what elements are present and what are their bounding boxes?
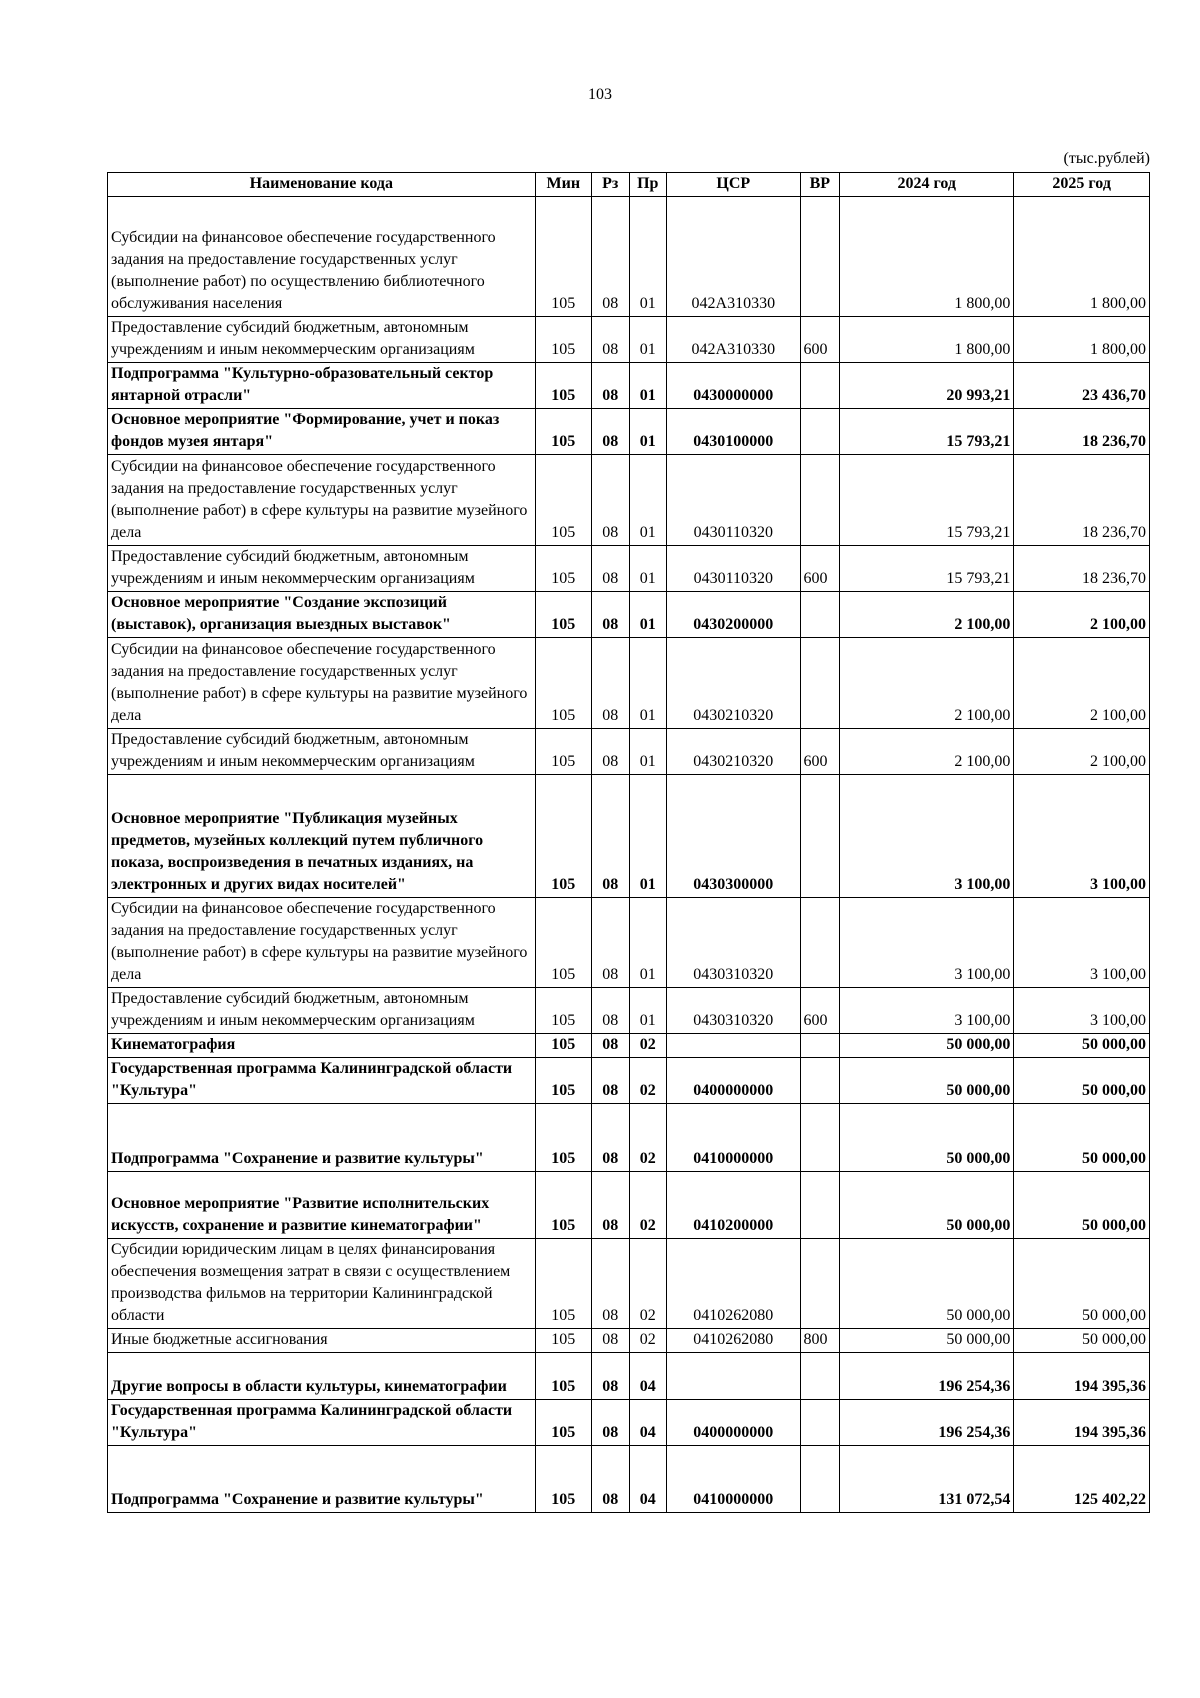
table-row [108, 1058, 1150, 1104]
cell-min: 105 [535, 317, 591, 363]
cell-csr: 0430300000 [667, 775, 801, 898]
cell-2024: 2 100,00 [840, 592, 1014, 638]
cell-csr: 0430210320 [667, 638, 801, 729]
cell-pr: 01 [629, 455, 667, 546]
table-row [108, 898, 1150, 988]
cell-min: 105 [535, 988, 591, 1034]
cell-2024: 15 793,21 [840, 455, 1014, 546]
cell-pr: 01 [629, 988, 667, 1034]
cell-min: 105 [535, 775, 591, 898]
table-row [108, 1172, 1150, 1239]
cell-vr [800, 197, 840, 317]
cell-2025: 50 000,00 [1014, 1329, 1150, 1353]
table-row [108, 409, 1150, 455]
header-vr: ВР [800, 173, 840, 197]
table-row [108, 317, 1150, 363]
cell-2025: 1 800,00 [1014, 197, 1150, 317]
cell-2025: 50 000,00 [1014, 1172, 1150, 1239]
table-row [108, 1353, 1150, 1400]
cell-2024: 3 100,00 [840, 775, 1014, 898]
cell-min: 105 [535, 363, 591, 409]
cell-min: 105 [535, 1104, 591, 1172]
cell-csr: 0430110320 [667, 546, 801, 592]
cell-min: 105 [535, 1446, 591, 1513]
cell-pr: 01 [629, 898, 667, 988]
cell-rz: 08 [591, 898, 629, 988]
table-header-row [108, 173, 1150, 197]
cell-csr: 0410262080 [667, 1239, 801, 1329]
cell-vr: 600 [800, 546, 840, 592]
cell-csr: 0400000000 [667, 1058, 801, 1104]
cell-2025: 3 100,00 [1014, 775, 1150, 898]
table-row [108, 1400, 1150, 1446]
cell-2025: 2 100,00 [1014, 638, 1150, 729]
cell-pr: 01 [629, 363, 667, 409]
cell-2024: 50 000,00 [840, 1239, 1014, 1329]
cell-2024: 50 000,00 [840, 1034, 1014, 1058]
cell-rz: 08 [591, 409, 629, 455]
cell-vr [800, 898, 840, 988]
cell-2024: 3 100,00 [840, 898, 1014, 988]
cell-pr: 01 [629, 197, 667, 317]
cell-vr [800, 1034, 840, 1058]
cell-name: Предоставление субсидий бюджетным, автономным учреждениям и иным некоммерческим организациям [108, 729, 536, 775]
units-label: (тыс.рублей) [1063, 150, 1150, 167]
cell-pr: 01 [629, 775, 667, 898]
cell-csr: 0410000000 [667, 1104, 801, 1172]
cell-2024: 3 100,00 [840, 988, 1014, 1034]
cell-csr: 0430110320 [667, 455, 801, 546]
cell-2025: 2 100,00 [1014, 729, 1150, 775]
cell-csr: 0430000000 [667, 363, 801, 409]
cell-rz: 08 [591, 317, 629, 363]
table-row [108, 455, 1150, 546]
cell-rz: 08 [591, 455, 629, 546]
cell-2024: 20 993,21 [840, 363, 1014, 409]
cell-rz: 08 [591, 1329, 629, 1353]
cell-2024: 1 800,00 [840, 197, 1014, 317]
cell-name: Субсидии на финансовое обеспечение государственного задания на предоставление государственных услуг (выполнение работ) в сфере культуры на развитие музейного дела [108, 638, 536, 729]
cell-2024: 50 000,00 [840, 1058, 1014, 1104]
cell-vr [800, 1239, 840, 1329]
cell-pr: 04 [629, 1446, 667, 1513]
header-min: Мин [535, 173, 591, 197]
cell-vr [800, 1104, 840, 1172]
cell-2025: 194 395,36 [1014, 1400, 1150, 1446]
cell-name: Предоставление субсидий бюджетным, автономным учреждениям и иным некоммерческим организациям [108, 988, 536, 1034]
cell-2024: 2 100,00 [840, 729, 1014, 775]
cell-csr: 0410000000 [667, 1446, 801, 1513]
cell-csr [667, 1353, 801, 1400]
cell-name: Другие вопросы в области культуры, кинематографии [108, 1353, 536, 1400]
cell-vr: 800 [800, 1329, 840, 1353]
cell-2024: 131 072,54 [840, 1446, 1014, 1513]
cell-name: Основное мероприятие "Формирование, учет и показ фондов музея янтаря" [108, 409, 536, 455]
cell-min: 105 [535, 1172, 591, 1239]
cell-2025: 50 000,00 [1014, 1058, 1150, 1104]
cell-pr: 01 [629, 592, 667, 638]
cell-vr [800, 409, 840, 455]
cell-pr: 01 [629, 638, 667, 729]
cell-rz: 08 [591, 1353, 629, 1400]
cell-rz: 08 [591, 1172, 629, 1239]
cell-min: 105 [535, 1239, 591, 1329]
cell-min: 105 [535, 546, 591, 592]
cell-2024: 15 793,21 [840, 546, 1014, 592]
cell-vr: 600 [800, 988, 840, 1034]
cell-min: 105 [535, 1400, 591, 1446]
cell-rz: 08 [591, 729, 629, 775]
cell-pr: 02 [629, 1329, 667, 1353]
table-row [108, 988, 1150, 1034]
cell-csr: 042А310330 [667, 197, 801, 317]
header-rz: Рз [591, 173, 629, 197]
cell-vr [800, 1172, 840, 1239]
cell-name: Государственная программа Калининградской области "Культура" [108, 1400, 536, 1446]
cell-2025: 18 236,70 [1014, 546, 1150, 592]
cell-name: Кинематография [108, 1034, 536, 1058]
cell-min: 105 [535, 592, 591, 638]
cell-vr [800, 455, 840, 546]
cell-vr: 600 [800, 729, 840, 775]
cell-2025: 194 395,36 [1014, 1353, 1150, 1400]
cell-2025: 18 236,70 [1014, 409, 1150, 455]
cell-2024: 15 793,21 [840, 409, 1014, 455]
cell-2024: 2 100,00 [840, 638, 1014, 729]
table-row [108, 729, 1150, 775]
table-row [108, 546, 1150, 592]
cell-rz: 08 [591, 1104, 629, 1172]
header-csr: ЦСР [667, 173, 801, 197]
cell-2025: 1 800,00 [1014, 317, 1150, 363]
cell-pr: 01 [629, 729, 667, 775]
cell-2025: 50 000,00 [1014, 1239, 1150, 1329]
cell-csr: 0430100000 [667, 409, 801, 455]
cell-name: Субсидии юридическим лицам в целях финансирования обеспечения возмещения затрат в связи с осуществлением производства фильмов на территории Калининградской области [108, 1239, 536, 1329]
cell-pr: 04 [629, 1353, 667, 1400]
cell-pr: 02 [629, 1104, 667, 1172]
cell-min: 105 [535, 409, 591, 455]
cell-csr: 0430210320 [667, 729, 801, 775]
cell-csr: 0410200000 [667, 1172, 801, 1239]
table-row [108, 363, 1150, 409]
cell-pr: 01 [629, 317, 667, 363]
cell-name: Субсидии на финансовое обеспечение государственного задания на предоставление государственных услуг (выполнение работ) в сфере культуры на развитие музейного дела [108, 898, 536, 988]
cell-vr [800, 592, 840, 638]
cell-2024: 50 000,00 [840, 1172, 1014, 1239]
cell-vr [800, 638, 840, 729]
cell-rz: 08 [591, 988, 629, 1034]
cell-min: 105 [535, 729, 591, 775]
cell-rz: 08 [591, 638, 629, 729]
cell-csr: 042А310330 [667, 317, 801, 363]
cell-rz: 08 [591, 1446, 629, 1513]
cell-vr [800, 1353, 840, 1400]
cell-name: Основное мероприятие "Развитие исполнительских искусств, сохранение и развитие кинематографии" [108, 1172, 536, 1239]
cell-2024: 50 000,00 [840, 1104, 1014, 1172]
cell-min: 105 [535, 1329, 591, 1353]
cell-name: Подпрограмма "Культурно-образовательный сектор янтарной отрасли" [108, 363, 536, 409]
table-row [108, 197, 1150, 317]
cell-min: 105 [535, 638, 591, 729]
table-row [108, 1239, 1150, 1329]
table-row [108, 638, 1150, 729]
cell-csr: 0430200000 [667, 592, 801, 638]
table-row [108, 1104, 1150, 1172]
cell-2024: 196 254,36 [840, 1400, 1014, 1446]
cell-csr: 0400000000 [667, 1400, 801, 1446]
cell-2024: 196 254,36 [840, 1353, 1014, 1400]
cell-rz: 08 [591, 1058, 629, 1104]
cell-vr [800, 1400, 840, 1446]
header-pr: Пр [629, 173, 667, 197]
cell-rz: 08 [591, 1400, 629, 1446]
header-name: Наименование кода [108, 173, 536, 197]
cell-name: Основное мероприятие "Создание экспозиций (выставок), организация выездных выставок" [108, 592, 536, 638]
header-2024: 2024 год [840, 173, 1014, 197]
cell-rz: 08 [591, 1239, 629, 1329]
page-number: 103 [588, 86, 612, 103]
cell-vr [800, 363, 840, 409]
table-row [108, 592, 1150, 638]
cell-csr [667, 1034, 801, 1058]
cell-2024: 50 000,00 [840, 1329, 1014, 1353]
cell-name: Предоставление субсидий бюджетным, автономным учреждениям и иным некоммерческим организациям [108, 546, 536, 592]
cell-pr: 01 [629, 546, 667, 592]
cell-rz: 08 [591, 775, 629, 898]
cell-2025: 50 000,00 [1014, 1034, 1150, 1058]
cell-vr [800, 1446, 840, 1513]
table-row [108, 1329, 1150, 1353]
cell-rz: 08 [591, 546, 629, 592]
cell-vr: 600 [800, 317, 840, 363]
cell-2025: 23 436,70 [1014, 363, 1150, 409]
cell-pr: 02 [629, 1034, 667, 1058]
cell-min: 105 [535, 455, 591, 546]
cell-min: 105 [535, 1034, 591, 1058]
cell-pr: 01 [629, 409, 667, 455]
cell-csr: 0430310320 [667, 988, 801, 1034]
cell-2025: 50 000,00 [1014, 1104, 1150, 1172]
cell-2025: 3 100,00 [1014, 898, 1150, 988]
cell-name: Государственная программа Калининградской области "Культура" [108, 1058, 536, 1104]
cell-min: 105 [535, 898, 591, 988]
cell-pr: 02 [629, 1172, 667, 1239]
cell-2025: 3 100,00 [1014, 988, 1150, 1034]
cell-name: Подпрограмма "Сохранение и развитие культуры" [108, 1446, 536, 1513]
cell-rz: 08 [591, 363, 629, 409]
cell-name: Предоставление субсидий бюджетным, автономным учреждениям и иным некоммерческим организациям [108, 317, 536, 363]
table-body [108, 197, 1150, 1513]
table-row [108, 1034, 1150, 1058]
cell-2025: 125 402,22 [1014, 1446, 1150, 1513]
cell-name: Иные бюджетные ассигнования [108, 1329, 536, 1353]
cell-2024: 1 800,00 [840, 317, 1014, 363]
cell-name: Субсидии на финансовое обеспечение государственного задания на предоставление государственных услуг (выполнение работ) по осуществлению библиотечного обслуживания населения [108, 197, 536, 317]
cell-pr: 02 [629, 1239, 667, 1329]
cell-name: Основное мероприятие "Публикация музейных предметов, музейных коллекций путем публичного показа, воспроизведения в печатных изданиях, на электронных и других видах носителей" [108, 775, 536, 898]
cell-pr: 02 [629, 1058, 667, 1104]
cell-min: 105 [535, 1353, 591, 1400]
cell-csr: 0410262080 [667, 1329, 801, 1353]
budget-table [107, 172, 1150, 1513]
cell-min: 105 [535, 197, 591, 317]
cell-2025: 18 236,70 [1014, 455, 1150, 546]
cell-csr: 0430310320 [667, 898, 801, 988]
table-row [108, 1446, 1150, 1513]
cell-vr [800, 1058, 840, 1104]
cell-rz: 08 [591, 592, 629, 638]
cell-2025: 2 100,00 [1014, 592, 1150, 638]
cell-name: Субсидии на финансовое обеспечение государственного задания на предоставление государственных услуг (выполнение работ) в сфере культуры на развитие музейного дела [108, 455, 536, 546]
cell-rz: 08 [591, 197, 629, 317]
cell-min: 105 [535, 1058, 591, 1104]
header-2025: 2025 год [1014, 173, 1150, 197]
table-row [108, 775, 1150, 898]
cell-vr [800, 775, 840, 898]
cell-name: Подпрограмма "Сохранение и развитие культуры" [108, 1104, 536, 1172]
cell-rz: 08 [591, 1034, 629, 1058]
cell-pr: 04 [629, 1400, 667, 1446]
